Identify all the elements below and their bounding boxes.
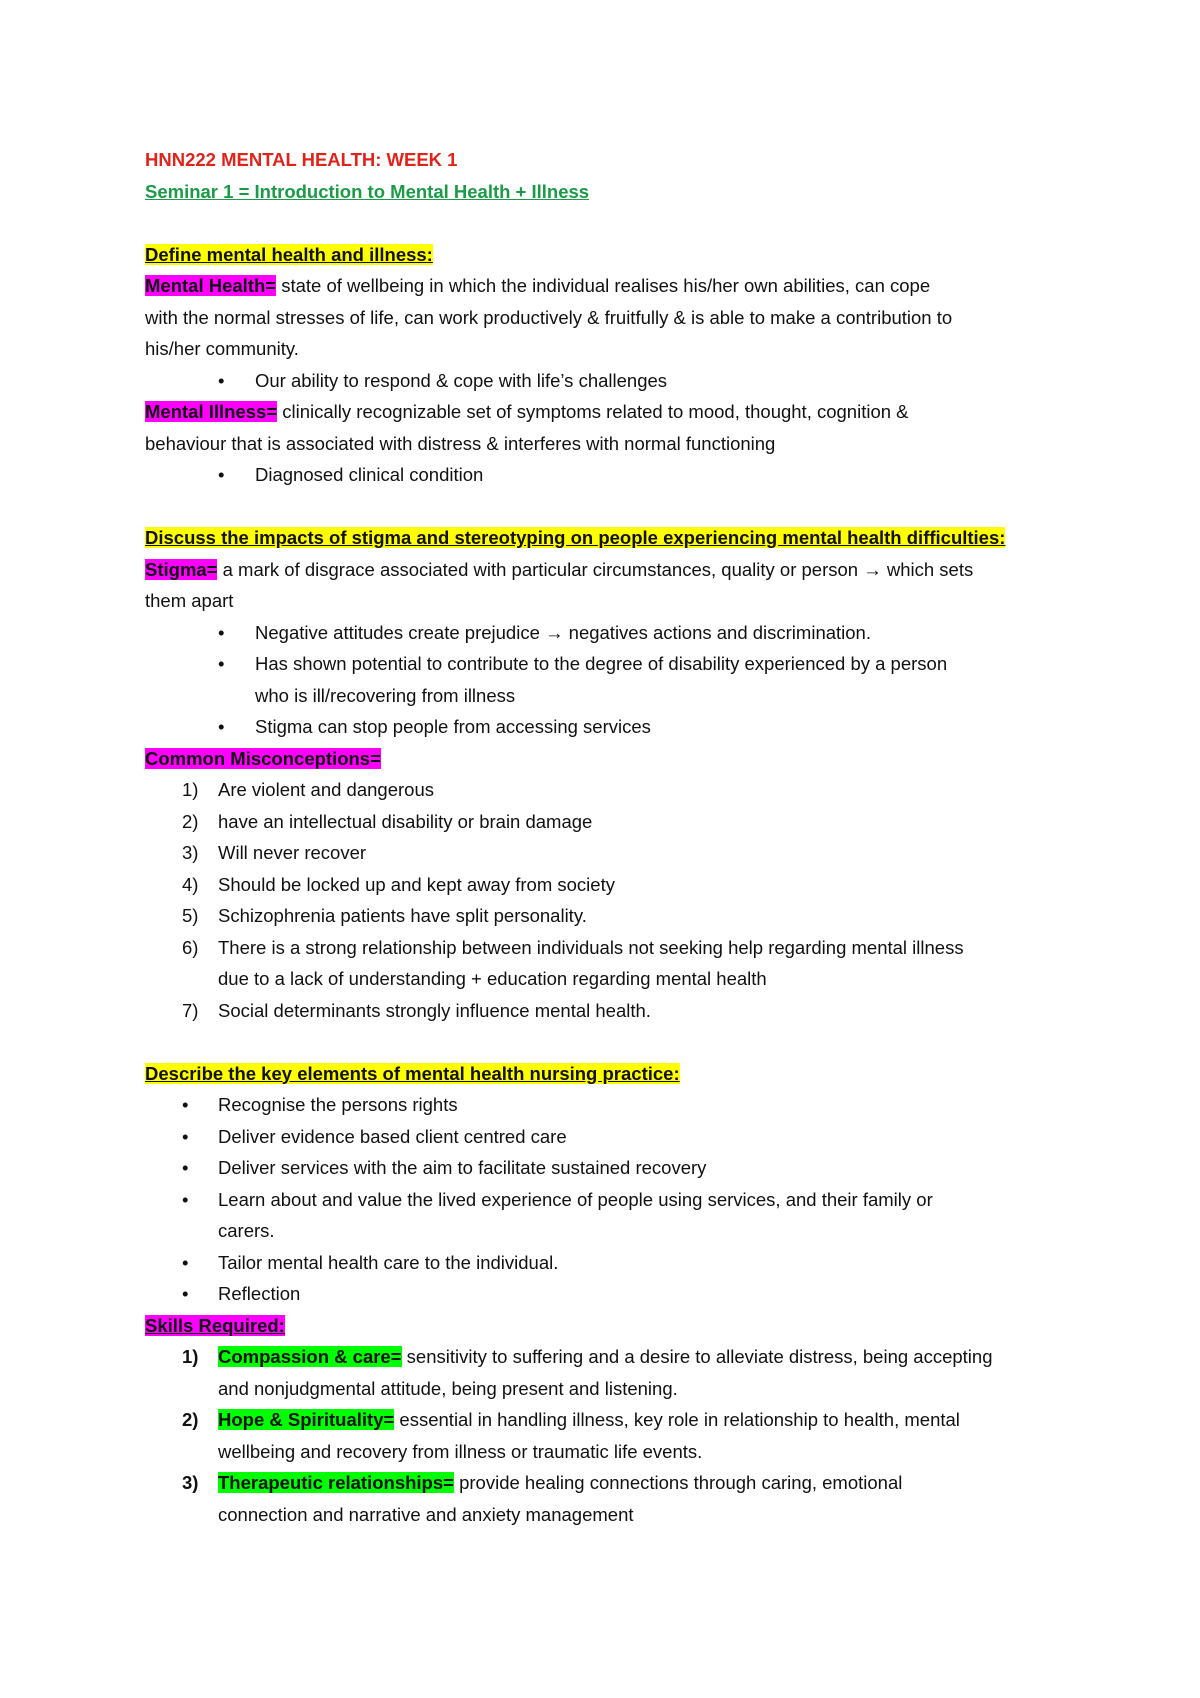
list-item (145, 1184, 1075, 1216)
list-item (145, 365, 1075, 397)
definition-text: state of wellbeing in which the individual realises his/her own abilities, can cope (276, 275, 931, 296)
list-item (145, 1247, 1075, 1279)
bullet-icon: • (218, 464, 225, 485)
list-text: have an intellectual disability or brain damage (218, 810, 593, 832)
list-item-continuation (145, 680, 1075, 712)
list-item (145, 1404, 1075, 1436)
list-number: 5) (182, 905, 199, 926)
bullet-icon: • (182, 1094, 189, 1115)
term-mental-health: Mental Health= (145, 275, 277, 296)
list-number: 1) (182, 779, 199, 800)
definition-text: them apart (145, 590, 234, 611)
list-text: and nonjudgmental attitude, being present and listening. (218, 1377, 678, 1399)
page-subtitle: Seminar 1 = Introduction to Mental Health + Illness (145, 180, 590, 202)
bullet-text: Negative attitudes create prejudice (255, 621, 546, 643)
list-number: 4) (182, 873, 199, 895)
list-item (145, 837, 1075, 869)
list-item (145, 869, 1075, 901)
list-text: wellbeing and recovery from illness or traumatic life events. (218, 1440, 703, 1462)
list-item-continuation (145, 1436, 1075, 1468)
list-number: 3) (182, 842, 199, 863)
definition-text: with the normal stresses of life, can work productively & fruitfully & is able to make a contribution to (145, 306, 953, 328)
list-number: 2) (182, 1409, 199, 1430)
list-item (145, 1278, 1075, 1310)
bullet-text: Recognise the persons rights (218, 1094, 458, 1115)
term-hope-spirituality: Hope & Spirituality= (218, 1409, 395, 1430)
list-item (145, 711, 1075, 743)
bullet-text: Deliver evidence based client centred care (218, 1125, 567, 1147)
bullet-text: Learn about and value the lived experience of people using services, and their family or (218, 1188, 933, 1210)
list-item (145, 617, 1075, 649)
list-item (145, 1467, 1075, 1499)
list-number: 1) (182, 1346, 199, 1367)
list-item (145, 648, 1075, 680)
list-item (145, 900, 1075, 932)
bullet-text: carers. (218, 1220, 275, 1241)
list-item (145, 1121, 1075, 1153)
bullet-text: Diagnosed clinical condition (255, 464, 484, 485)
list-item (145, 932, 1075, 964)
list-number: 7) (182, 999, 199, 1021)
page-title: HNN222 MENTAL HEALTH: WEEK 1 (145, 149, 458, 170)
list-item (145, 806, 1075, 838)
term-mental-illness: Mental Illness= (145, 401, 278, 422)
list-item (145, 1089, 1075, 1121)
list-number: 2) (182, 810, 199, 832)
list-item (145, 774, 1075, 806)
bullet-icon: • (218, 653, 225, 674)
list-item-continuation (145, 1499, 1075, 1531)
list-item (145, 995, 1075, 1027)
list-text: Will never recover (218, 842, 367, 863)
definition-text: a mark of disgrace associated with particular circumstances, quality or person (217, 558, 864, 580)
section-heading-define: Define mental health and illness: (145, 243, 433, 265)
bullet-text: Deliver services with the aim to facilitate sustained recovery (218, 1157, 707, 1178)
mental-illness-definition (145, 396, 1075, 428)
bullet-text: Stigma can stop people from accessing services (255, 716, 651, 737)
arrow-right-icon: → (863, 558, 882, 580)
bullet-icon: • (218, 716, 225, 737)
bullet-icon: • (182, 1125, 189, 1147)
term-compassion-care: Compassion & care= (218, 1346, 402, 1367)
bullet-text: who is ill/recovering from illness (255, 684, 516, 706)
bullet-icon: • (182, 1188, 189, 1210)
term-therapeutic-relationships: Therapeutic relationships= (218, 1472, 454, 1493)
bullet-icon: • (218, 369, 225, 391)
list-item (145, 1341, 1075, 1373)
list-text: Should be locked up and kept away from society (218, 873, 615, 895)
stigma-definition (145, 554, 1075, 586)
document-content (145, 144, 1075, 1530)
bullet-text: Tailor mental health care to the individual. (218, 1251, 559, 1273)
term-common-misconceptions: Common Misconceptions= (145, 747, 381, 769)
list-text: essential in handling illness, key role in relationship to health, mental (394, 1409, 960, 1430)
list-text: due to a lack of understanding + education regarding mental health (218, 968, 767, 989)
bullet-text: negatives actions and discrimination. (563, 621, 871, 643)
section-heading-stigma: Discuss the impacts of stigma and stereotyping on people experiencing mental health difficulties: (145, 527, 1006, 548)
definition-text: which sets (881, 558, 974, 580)
list-item (145, 1152, 1075, 1184)
bullet-text: Our ability to respond & cope with life’s challenges (255, 369, 668, 391)
list-number: 3) (182, 1472, 199, 1493)
section-heading-nursing-practice: Describe the key elements of mental health nursing practice: (145, 1062, 680, 1084)
mental-health-definition (145, 270, 1075, 302)
list-text: connection and narrative and anxiety management (218, 1503, 634, 1525)
list-text: Social determinants strongly influence mental health. (218, 999, 651, 1021)
bullet-text: Reflection (218, 1283, 301, 1304)
bullet-icon: • (182, 1283, 189, 1304)
definition-text: behaviour that is associated with distress & interferes with normal functioning (145, 432, 776, 454)
list-text: Are violent and dangerous (218, 779, 434, 800)
list-text: There is a strong relationship between individuals not seeking help regarding mental illness (218, 936, 964, 958)
list-text: sensitivity to suffering and a desire to alleviate distress, being accepting (401, 1346, 993, 1367)
list-number: 6) (182, 936, 199, 958)
bullet-text: Has shown potential to contribute to the degree of disability experienced by a person (255, 653, 948, 674)
term-skills-required: Skills Required: (145, 1314, 285, 1336)
bullet-icon: • (182, 1251, 189, 1273)
bullet-icon: • (182, 1157, 189, 1178)
definition-text: clinically recognizable set of symptoms related to mood, thought, cognition & (277, 401, 909, 422)
list-item-continuation (145, 1215, 1075, 1247)
arrow-right-icon: → (545, 621, 564, 643)
definition-text: his/her community. (145, 338, 299, 359)
list-item-continuation (145, 1373, 1075, 1405)
list-text: Schizophrenia patients have split personality. (218, 905, 587, 926)
term-stigma: Stigma= (145, 558, 218, 580)
bullet-icon: • (218, 621, 225, 643)
list-text: provide healing connections through caring, emotional (453, 1472, 903, 1493)
list-item-continuation (145, 963, 1075, 995)
list-item (145, 459, 1075, 491)
